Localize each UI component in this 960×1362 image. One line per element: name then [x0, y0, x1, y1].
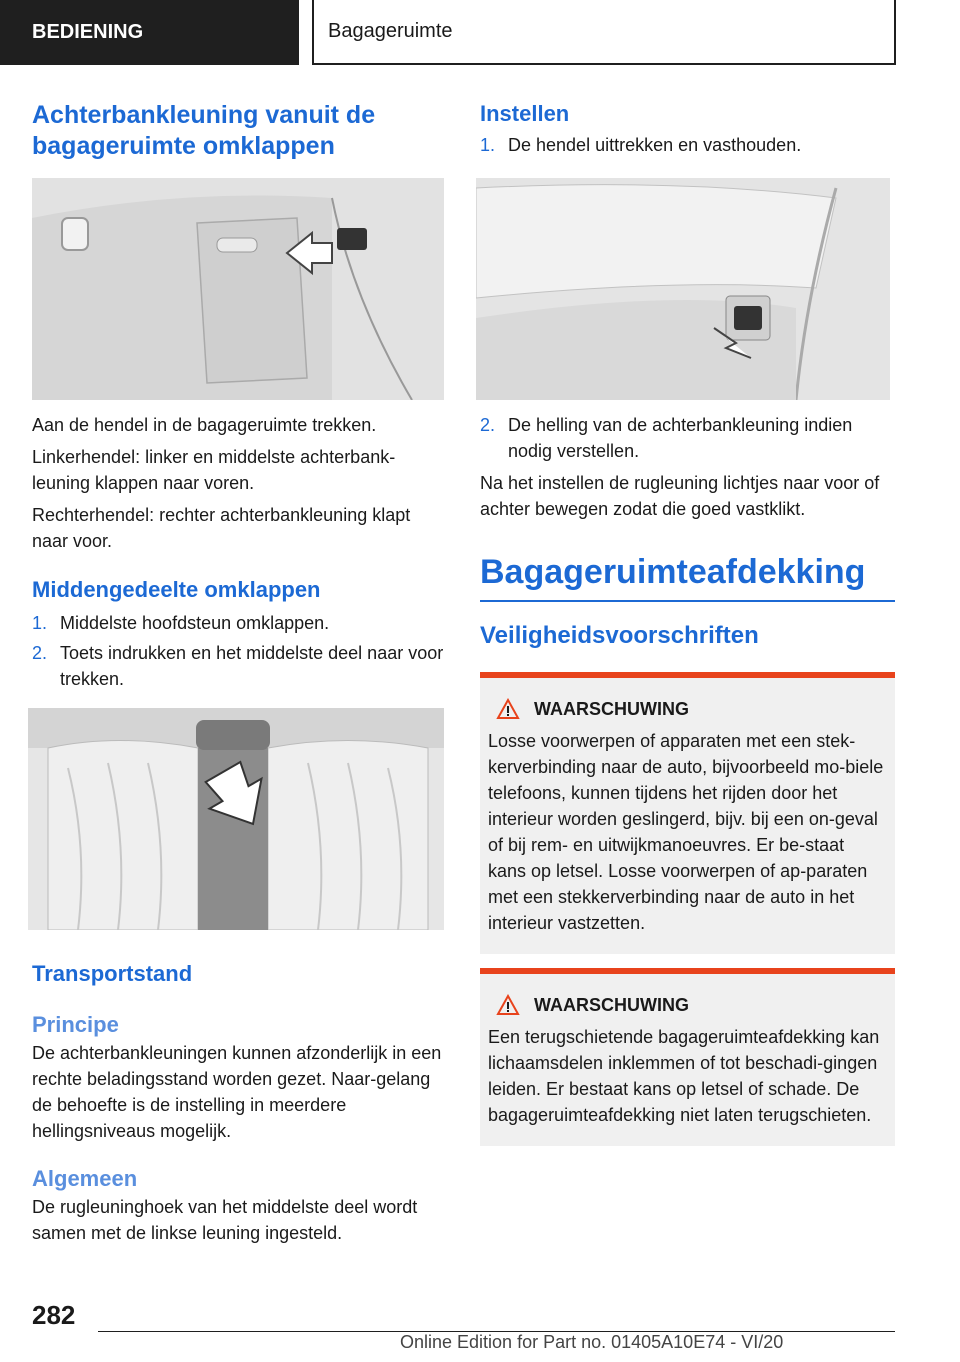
- warning-title: [488, 994, 887, 1016]
- heading-trunk-cover: Bagageruimteafdekking: [480, 552, 895, 602]
- figure-rear-seat-middle: [28, 708, 444, 930]
- heading-safety: Veiligheidsvoorschriften: [480, 622, 759, 649]
- paragraph-pull-lever: Aan de hendel in de bagageruimte trekken.: [32, 415, 377, 435]
- footer-edition: Online Edition for Part no. 01405A10E74 - VI/20: [400, 1332, 784, 1352]
- warning-title: [488, 698, 887, 720]
- figure-seat-lever: [476, 178, 890, 400]
- warning-text: Een terugschietende bagageruimteafdekking kan lichaamsdelen inklemmen of tot beschadi-gingen leiden. Er bestaat kans op letsel of schade. De bagageruimteafdekking niet laten terugschieten.: [488, 1027, 880, 1125]
- paragraph-principe: De achterbankleuningen kunnen afzonderlijk in een rechte beladingsstand worden gezet. Naar-gelang de behoefte is de instelling in meerdere hellingsniveaus mogelijk.: [32, 1043, 442, 1141]
- heading-algemeen: Algemeen: [32, 1166, 138, 1191]
- step-1: [480, 132, 895, 158]
- figure-trunk-lever: [32, 178, 444, 400]
- warning-title-text: WAARSCHUWING: [534, 698, 689, 719]
- step-text: De helling van de achterbankleuning indien nodig verstellen.: [508, 415, 853, 461]
- right-column: [480, 100, 895, 1146]
- step-text: De hendel uittrekken en vasthouden.: [508, 135, 802, 155]
- step-number: 2.: [32, 643, 48, 663]
- paragraph-algemeen: De rugleuninghoek van het middelste deel wordt samen met de linkse leuning ingesteld.: [32, 1197, 418, 1243]
- header-section-label: BEDIENING: [0, 0, 299, 65]
- step-text: Toets indrukken en het middelste deel naar voor trekken.: [60, 643, 444, 689]
- warning-text: Losse voorwerpen of apparaten met een stek-kerverbinding naar de auto, bijvoorbeeld mo-biele telefoons, kunnen tijdens het rijden door het interieur worden geslingerd, bijv. bij een on-geval of bij rem- en uitwijkmanoeuvres. Er be-staat kans op letsel. Losse voorwerpen of ap-paraten met een stekkerverbinding naar de auto in het interieur vastzetten.: [488, 731, 884, 933]
- page-number: 282: [32, 1300, 76, 1330]
- heading-principe: Principe: [32, 1012, 119, 1037]
- paragraph-after-adjust: Na het instellen de rugleuning lichtjes naar voor of achter bewegen zodat die goed vastklikt.: [480, 473, 880, 519]
- heading-middle-section: Middengedeelte omklappen: [32, 577, 321, 602]
- warning-triangle-icon: [490, 994, 526, 1016]
- left-column: [32, 100, 444, 1246]
- step-2: [480, 412, 895, 464]
- paragraph-right-lever: Rechterhendel: rechter achterbankleuning klapt naar voor.: [32, 505, 411, 551]
- step-2: [32, 640, 444, 692]
- step-number: 2.: [480, 415, 496, 435]
- header-topic-label: Bagageruimte: [312, 0, 896, 65]
- seat-lever-illustration: [476, 178, 890, 400]
- paragraph-left-lever: Linkerhendel: linker en middelste achterbank-leuning klappen naar voren.: [32, 447, 396, 493]
- heading-fold-from-trunk: Achterbankleuning vanuit de bagageruimte omklappen: [32, 101, 376, 160]
- step-1: [32, 610, 444, 636]
- step-number: 1.: [480, 135, 496, 155]
- warning-triangle-icon: [490, 698, 526, 720]
- step-number: 1.: [32, 613, 48, 633]
- warning-title-text: WAARSCHUWING: [534, 994, 689, 1015]
- trunk-lever-illustration: [32, 178, 444, 400]
- heading-instellen: Instellen: [480, 101, 570, 126]
- step-text: Middelste hoofdsteun omklappen.: [60, 613, 330, 633]
- rear-seat-illustration: [28, 708, 444, 930]
- warning-box-2: [480, 968, 895, 1146]
- heading-transport: Transportstand: [32, 961, 193, 986]
- warning-box-1: [480, 672, 895, 954]
